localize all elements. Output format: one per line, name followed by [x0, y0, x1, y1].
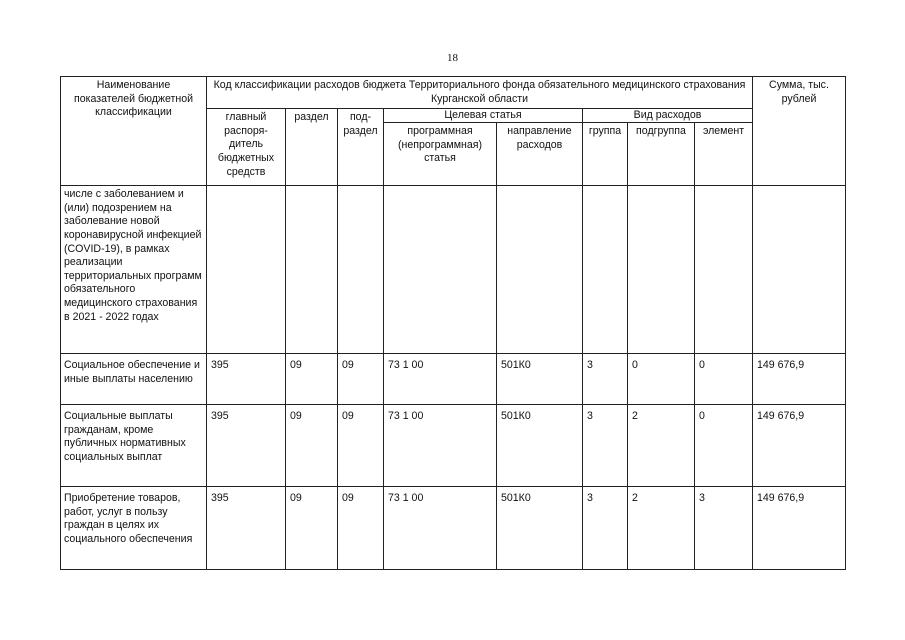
header-sum-column: Сумма, тыс. рублей [753, 77, 846, 186]
cell-sum [753, 186, 846, 354]
header-subsection: под-раздел [338, 109, 384, 186]
cell-manager: 395 [207, 487, 286, 570]
header-expense-direction: направление расходов [497, 123, 583, 186]
row-name: Социальные выплаты гражданам, кроме публичных нормативных социальных выплат [61, 405, 207, 487]
row-name: Приобретение товаров, работ, услуг в пользу граждан в целях их социального обеспечения [61, 487, 207, 570]
cell-group: 3 [583, 354, 628, 405]
cell-section [286, 186, 338, 354]
header-code-group: Код классификации расходов бюджета Территориального фонда обязательного медицинского страхования Курганской области [207, 77, 753, 109]
cell-element: 0 [695, 354, 753, 405]
row-name: числе с заболеванием и (или) подозрением на заболевание новой коронавирусной инфекцией (COVID-19), в рамках реализации территориальных программ обязательного медицинского страхования в 2021 - 2022 годах [61, 186, 207, 354]
cell-program: 73 1 00 [384, 487, 497, 570]
budget-classification-table [60, 76, 846, 570]
cell-manager: 395 [207, 405, 286, 487]
header-section: раздел [286, 109, 338, 186]
header-group: группа [583, 123, 628, 186]
cell-element: 0 [695, 405, 753, 487]
table-row [61, 487, 846, 570]
cell-program: 73 1 00 [384, 405, 497, 487]
cell-section: 09 [286, 405, 338, 487]
header-target-item: Целевая статья [384, 109, 583, 123]
cell-element [695, 186, 753, 354]
cell-subsection [338, 186, 384, 354]
cell-sum: 149 676,9 [753, 405, 846, 487]
cell-manager [207, 186, 286, 354]
cell-program: 73 1 00 [384, 354, 497, 405]
cell-direction: 501К0 [497, 487, 583, 570]
cell-direction [497, 186, 583, 354]
cell-element: 3 [695, 487, 753, 570]
header-expense-type: Вид расходов [583, 109, 753, 123]
row-name: Социальное обеспечение и иные выплаты населению [61, 354, 207, 405]
page-number: 18 [447, 52, 458, 64]
cell-group: 3 [583, 487, 628, 570]
cell-direction: 501К0 [497, 405, 583, 487]
cell-group [583, 186, 628, 354]
cell-program [384, 186, 497, 354]
cell-section: 09 [286, 354, 338, 405]
cell-section: 09 [286, 487, 338, 570]
table-row [61, 405, 846, 487]
cell-subgroup: 2 [628, 405, 695, 487]
cell-subgroup: 2 [628, 487, 695, 570]
header-element: элемент [695, 123, 753, 186]
cell-direction: 501К0 [497, 354, 583, 405]
cell-subgroup: 0 [628, 354, 695, 405]
cell-manager: 395 [207, 354, 286, 405]
cell-subsection: 09 [338, 487, 384, 570]
cell-subgroup [628, 186, 695, 354]
cell-subsection: 09 [338, 354, 384, 405]
cell-sum: 149 676,9 [753, 487, 846, 570]
cell-sum: 149 676,9 [753, 354, 846, 405]
table-row [61, 354, 846, 405]
header-main-manager: главный распоря-дитель бюджетных средств [207, 109, 286, 186]
header-name-column: Наименование показателей бюджетной классификации [61, 77, 207, 186]
cell-subsection: 09 [338, 405, 384, 487]
header-program-item: программная (непрограммная) статья [384, 123, 497, 186]
table-row [61, 186, 846, 354]
cell-group: 3 [583, 405, 628, 487]
header-subgroup: подгруппа [628, 123, 695, 186]
